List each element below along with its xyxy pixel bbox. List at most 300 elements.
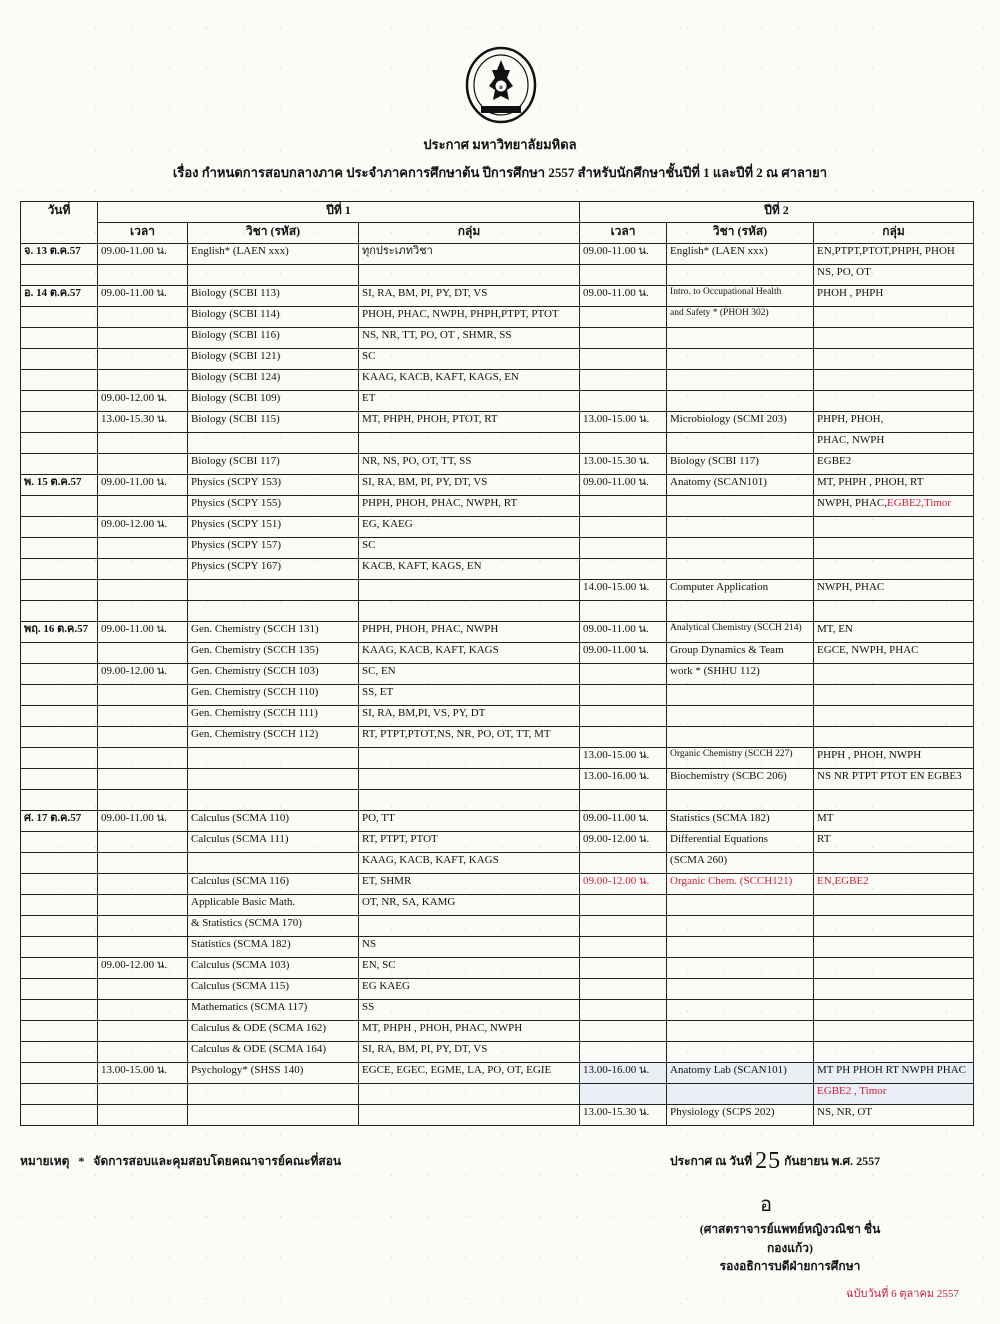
cell-group-y2 <box>814 937 974 958</box>
cell-subject-y2 <box>667 916 814 937</box>
cell-group-y1 <box>359 769 580 790</box>
group-annotation-red: EGBE2,Timor <box>887 497 952 509</box>
cell-time-y1: 13.00-15.00 น. <box>98 1063 188 1084</box>
cell-subject-y1: Calculus (SCMA 115) <box>188 979 359 1000</box>
cell-subject-y1 <box>188 601 359 622</box>
cell-group-y1: ทุกประเภทวิชา <box>359 244 580 265</box>
cell-time-y2 <box>580 265 667 286</box>
cell-subject-y1: Gen. Chemistry (SCCH 111) <box>188 706 359 727</box>
cell-subject-y1: Biology (SCBI 109) <box>188 391 359 412</box>
cell-time-y1: 09.00-12.00 น. <box>98 664 188 685</box>
cell-group-y1: SI, RA, BM, PI, PY, DT, VS <box>359 1042 580 1063</box>
cell-subject-y1 <box>188 1105 359 1126</box>
table-row <box>21 706 974 727</box>
cell-group-y2 <box>814 853 974 874</box>
cell-day <box>21 580 98 601</box>
cell-time-y1 <box>98 580 188 601</box>
cell-time-y1: 09.00-12.00 น. <box>98 391 188 412</box>
cell-day <box>21 643 98 664</box>
cell-day <box>21 958 98 979</box>
cell-group-y2 <box>814 559 974 580</box>
cell-group-y1: SC <box>359 349 580 370</box>
table-row <box>21 811 974 832</box>
table-row <box>21 937 974 958</box>
cell-time-y1 <box>98 307 188 328</box>
cell-time-y2: 13.00-15.30 น. <box>580 1105 667 1126</box>
cell-subject-y2 <box>667 1021 814 1042</box>
cell-time-y1 <box>98 874 188 895</box>
header-subject-y2: วิชา (รหัส) <box>667 223 814 244</box>
footnote-text: จัดการสอบและคุมสอบโดยคณาจารย์คณะที่สอน <box>93 1154 342 1168</box>
cell-time-y2 <box>580 433 667 454</box>
cell-day <box>21 832 98 853</box>
cell-time-y2 <box>580 895 667 916</box>
cell-group-y1 <box>359 790 580 811</box>
cell-group-y1: NS, NR, TT, PO, OT , SHMR, SS <box>359 328 580 349</box>
cell-group-y1: MT, PHPH, PHOH, PTOT, RT <box>359 412 580 433</box>
cell-day: พฤ. 16 ต.ค.57 <box>21 622 98 643</box>
cell-subject-y2: Biochemistry (SCBC 206) <box>667 769 814 790</box>
cell-subject-y2: Physiology (SCPS 202) <box>667 1105 814 1126</box>
table-row <box>21 496 974 517</box>
table-row <box>21 643 974 664</box>
table-row <box>21 580 974 601</box>
cell-group-y2: PHPH , PHOH, NWPH <box>814 748 974 769</box>
cell-subject-y1: Physics (SCPY 167) <box>188 559 359 580</box>
table-row <box>21 244 974 265</box>
cell-day <box>21 559 98 580</box>
cell-group-y2 <box>814 1084 974 1105</box>
cell-group-y1: SI, RA, BM, PI, PY, DT, VS <box>359 286 580 307</box>
cell-subject-y1: English* (LAEN xxx) <box>188 244 359 265</box>
cell-day <box>21 454 98 475</box>
cell-day <box>21 1063 98 1084</box>
cell-time-y2: 09.00-12.00 น. <box>580 874 667 895</box>
cell-time-y2: 09.00-11.00 น. <box>580 286 667 307</box>
cell-group-y1: SI, RA, BM, PI, PY, DT, VS <box>359 475 580 496</box>
signer-block <box>690 1220 890 1276</box>
cell-time-y2 <box>580 664 667 685</box>
table-row <box>21 454 974 475</box>
table-row <box>21 769 974 790</box>
cell-day <box>21 496 98 517</box>
cell-group-y1 <box>359 433 580 454</box>
header-time-y2: เวลา <box>580 223 667 244</box>
cell-time-y2: 09.00-12.00 น. <box>580 832 667 853</box>
cell-day <box>21 412 98 433</box>
cell-group-y1 <box>359 916 580 937</box>
header-year2: ปีที่ 2 <box>580 202 974 223</box>
table-row <box>21 475 974 496</box>
cell-time-y1 <box>98 727 188 748</box>
cell-subject-y2 <box>667 349 814 370</box>
group-text: NWPH, PHAC, <box>817 497 888 509</box>
cell-time-y1 <box>98 895 188 916</box>
cell-subject-y2 <box>667 706 814 727</box>
cell-subject-y1: Biology (SCBI 121) <box>188 349 359 370</box>
cell-subject-y2 <box>667 433 814 454</box>
cell-subject-y1 <box>188 790 359 811</box>
cell-time-y1 <box>98 1084 188 1105</box>
cell-day <box>21 328 98 349</box>
cell-group-y1: SC <box>359 538 580 559</box>
cell-subject-y2: Anatomy (SCAN101) <box>667 475 814 496</box>
header-group-y2: กลุ่ม <box>814 223 974 244</box>
signature: อ <box>760 1194 773 1216</box>
table-row <box>21 790 974 811</box>
footnote-label: หมายเหตุ <box>20 1154 70 1168</box>
cell-subject-y1: Applicable Basic Math. <box>188 895 359 916</box>
cell-group-y2: MT PH PHOH RT NWPH PHAC <box>814 1063 974 1084</box>
cell-day <box>21 1000 98 1021</box>
cell-time-y2 <box>580 958 667 979</box>
cell-group-y2: NWPH, PHAC <box>814 580 974 601</box>
table-row <box>21 1000 974 1021</box>
cell-time-y1: 09.00-12.00 น. <box>98 958 188 979</box>
cell-time-y2: 13.00-16.00 น. <box>580 769 667 790</box>
cell-time-y2 <box>580 1042 667 1063</box>
table-row <box>21 433 974 454</box>
header-year1: ปีที่ 1 <box>98 202 580 223</box>
cell-day <box>21 391 98 412</box>
cell-subject-y1: Physics (SCPY 153) <box>188 475 359 496</box>
cell-subject-y1: Biology (SCBI 115) <box>188 412 359 433</box>
cell-subject-y1: Gen. Chemistry (SCCH 112) <box>188 727 359 748</box>
footnote <box>20 1152 341 1171</box>
table-row <box>21 391 974 412</box>
cell-subject-y2 <box>667 559 814 580</box>
cell-time-y1 <box>98 706 188 727</box>
cell-group-y2: NS NR PTPT PTOT EN EGBE3 <box>814 769 974 790</box>
cell-subject-y1: Statistics (SCMA 182) <box>188 937 359 958</box>
cell-subject-y2 <box>667 538 814 559</box>
cell-group-y1: EG, KAEG <box>359 517 580 538</box>
table-row <box>21 685 974 706</box>
cell-group-y1: EN, SC <box>359 958 580 979</box>
cell-group-y2: RT <box>814 832 974 853</box>
cell-time-y2 <box>580 727 667 748</box>
cell-time-y2: 14.00-15.00 น. <box>580 580 667 601</box>
cell-day <box>21 517 98 538</box>
cell-time-y1 <box>98 1000 188 1021</box>
announcement-date <box>670 1148 880 1175</box>
cell-group-y1: EG KAEG <box>359 979 580 1000</box>
cell-subject-y1 <box>188 853 359 874</box>
cell-time-y2 <box>580 538 667 559</box>
cell-day <box>21 706 98 727</box>
version-date: ฉบับวันที่ 6 ตุลาคม 2557 <box>846 1288 959 1300</box>
cell-day <box>21 916 98 937</box>
cell-time-y1 <box>98 265 188 286</box>
cell-day <box>21 601 98 622</box>
cell-group-y1: EGCE, EGEC, EGME, LA, PO, OT, EGIE <box>359 1063 580 1084</box>
cell-subject-y1 <box>188 748 359 769</box>
cell-group-y1 <box>359 748 580 769</box>
cell-day <box>21 1084 98 1105</box>
cell-subject-y1: Physics (SCPY 155) <box>188 496 359 517</box>
table-row <box>21 916 974 937</box>
cell-subject-y2 <box>667 1000 814 1021</box>
cell-subject-y1: & Statistics (SCMA 170) <box>188 916 359 937</box>
cell-day <box>21 307 98 328</box>
cell-group-y1: KACB, KAFT, KAGS, EN <box>359 559 580 580</box>
table-row <box>21 895 974 916</box>
cell-group-y2 <box>814 664 974 685</box>
cell-subject-y1: Calculus (SCMA 110) <box>188 811 359 832</box>
cell-subject-y2: Group Dynamics & Team <box>667 643 814 664</box>
cell-group-y2 <box>814 349 974 370</box>
cell-group-y1: RT, PTPT,PTOT,NS, NR, PO, OT, TT, MT <box>359 727 580 748</box>
cell-subject-y2 <box>667 790 814 811</box>
signer-title: รองอธิการบดีฝ่ายการศึกษา <box>719 1259 861 1274</box>
cell-subject-y2 <box>667 370 814 391</box>
cell-time-y1 <box>98 916 188 937</box>
cell-time-y1 <box>98 370 188 391</box>
footnote-star: * <box>78 1154 85 1168</box>
table-row <box>21 286 974 307</box>
cell-group-y2 <box>814 727 974 748</box>
cell-subject-y2: (SCMA 260) <box>667 853 814 874</box>
cell-group-y2 <box>814 307 974 328</box>
cell-time-y2: 09.00-11.00 น. <box>580 643 667 664</box>
cell-subject-y1 <box>188 433 359 454</box>
cell-time-y1: 09.00-11.00 น. <box>98 286 188 307</box>
cell-time-y1 <box>98 454 188 475</box>
header-time-y1: เวลา <box>98 223 188 244</box>
cell-time-y1 <box>98 538 188 559</box>
cell-group-y2: EGBE2 <box>814 454 974 475</box>
cell-time-y2: 13.00-15.00 น. <box>580 412 667 433</box>
cell-subject-y2 <box>667 685 814 706</box>
table-row <box>21 1021 974 1042</box>
cell-group-y1: PHOH, PHAC, NWPH, PHPH,PTPT, PTOT <box>359 307 580 328</box>
cell-time-y2 <box>580 790 667 811</box>
cell-time-y2 <box>580 307 667 328</box>
cell-day <box>21 1021 98 1042</box>
cell-subject-y2 <box>667 958 814 979</box>
cell-time-y2 <box>580 601 667 622</box>
cell-day <box>21 370 98 391</box>
table-row <box>21 559 974 580</box>
table-row <box>21 958 974 979</box>
cell-time-y1: 09.00-11.00 น. <box>98 622 188 643</box>
cell-group-y2 <box>814 1000 974 1021</box>
cell-subject-y2 <box>667 979 814 1000</box>
cell-time-y2: 09.00-11.00 น. <box>580 244 667 265</box>
cell-subject-y1 <box>188 265 359 286</box>
cell-subject-y1: Biology (SCBI 117) <box>188 454 359 475</box>
cell-time-y1 <box>98 643 188 664</box>
cell-group-y2 <box>814 517 974 538</box>
cell-subject-y2 <box>667 937 814 958</box>
header-day: วันที่ <box>21 202 98 244</box>
cell-subject-y2: Microbiology (SCMI 203) <box>667 412 814 433</box>
cell-time-y2 <box>580 1021 667 1042</box>
cell-subject-y1: Gen. Chemistry (SCCH 131) <box>188 622 359 643</box>
cell-time-y1 <box>98 601 188 622</box>
cell-subject-y1: Mathematics (SCMA 117) <box>188 1000 359 1021</box>
cell-time-y2 <box>580 1084 667 1105</box>
cell-time-y2 <box>580 496 667 517</box>
cell-group-y2: MT <box>814 811 974 832</box>
table-row <box>21 412 974 433</box>
table-row <box>21 370 974 391</box>
cell-time-y2 <box>580 370 667 391</box>
cell-subject-y1: Gen. Chemistry (SCCH 135) <box>188 643 359 664</box>
cell-subject-y2 <box>667 517 814 538</box>
header-group-y1: กลุ่ม <box>359 223 580 244</box>
table-row <box>21 727 974 748</box>
table-row <box>21 832 974 853</box>
table-row <box>21 1084 974 1105</box>
signer-name: (ศาสตราจารย์แพทย์หญิงวณิชา ชื่นกองแก้ว) <box>699 1222 881 1255</box>
cell-group-y2 <box>814 328 974 349</box>
cell-subject-y1: Biology (SCBI 113) <box>188 286 359 307</box>
cell-time-y1 <box>98 496 188 517</box>
cell-day <box>21 1105 98 1126</box>
table-row <box>21 1105 974 1126</box>
cell-group-y2 <box>814 538 974 559</box>
cell-day <box>21 727 98 748</box>
cell-group-y2: EN,EGBE2 <box>814 874 974 895</box>
cell-time-y1 <box>98 853 188 874</box>
cell-time-y1 <box>98 1042 188 1063</box>
cell-time-y2: 09.00-11.00 น. <box>580 811 667 832</box>
cell-day <box>21 1042 98 1063</box>
cell-group-y1: KAAG, KACB, KAFT, KAGS <box>359 853 580 874</box>
cell-subject-y2 <box>667 391 814 412</box>
cell-time-y2: 13.00-15.00 น. <box>580 748 667 769</box>
table-row <box>21 853 974 874</box>
cell-group-y1: PO, TT <box>359 811 580 832</box>
cell-subject-y2: Organic Chemistry (SCCH 227) <box>667 748 814 769</box>
cell-subject-y1 <box>188 580 359 601</box>
cell-time-y1 <box>98 328 188 349</box>
cell-day <box>21 748 98 769</box>
cell-subject-y2: work * (SHHU 112) <box>667 664 814 685</box>
cell-time-y2 <box>580 706 667 727</box>
cell-group-y2 <box>814 1042 974 1063</box>
cell-time-y2: 13.00-16.00 น. <box>580 1063 667 1084</box>
cell-group-y2 <box>814 391 974 412</box>
table-row <box>21 1042 974 1063</box>
cell-time-y2 <box>580 853 667 874</box>
cell-group-y2: NS, NR, OT <box>814 1105 974 1126</box>
cell-subject-y2: Anatomy Lab (SCAN101) <box>667 1063 814 1084</box>
cell-subject-y2: Biology (SCBI 117) <box>667 454 814 475</box>
cell-group-y1: MT, PHPH , PHOH, PHAC, NWPH <box>359 1021 580 1042</box>
cell-group-y1 <box>359 1105 580 1126</box>
cell-subject-y1: Calculus & ODE (SCMA 162) <box>188 1021 359 1042</box>
announce-suffix: กันยายน พ.ศ. 2557 <box>784 1154 881 1168</box>
cell-time-y1 <box>98 790 188 811</box>
table-row <box>21 307 974 328</box>
cell-time-y2 <box>580 937 667 958</box>
cell-time-y1 <box>98 769 188 790</box>
cell-group-y2: EGCE, NWPH, PHAC <box>814 643 974 664</box>
cell-time-y2: 13.00-15.30 น. <box>580 454 667 475</box>
cell-day <box>21 265 98 286</box>
cell-subject-y2: Organic Chem. (SCCH121) <box>667 874 814 895</box>
cell-subject-y2 <box>667 496 814 517</box>
cell-subject-y1 <box>188 769 359 790</box>
cell-subject-y2 <box>667 1042 814 1063</box>
cell-time-y1 <box>98 1105 188 1126</box>
cell-time-y1 <box>98 832 188 853</box>
group-annotation-red: EGBE2 , Timor <box>817 1085 887 1097</box>
cell-time-y2 <box>580 1000 667 1021</box>
cell-subject-y1: Gen. Chemistry (SCCH 103) <box>188 664 359 685</box>
cell-group-y2 <box>814 706 974 727</box>
cell-group-y1: OT, NR, SA, KAMG <box>359 895 580 916</box>
cell-day <box>21 538 98 559</box>
cell-time-y1 <box>98 748 188 769</box>
table-row <box>21 538 974 559</box>
cell-day <box>21 979 98 1000</box>
cell-group-y2 <box>814 958 974 979</box>
cell-time-y1 <box>98 1021 188 1042</box>
cell-group-y2: EN,PTPT,PTOT,PHPH, PHOH <box>814 244 974 265</box>
cell-group-y1: PHPH, PHOH, PHAC, NWPH, RT <box>359 496 580 517</box>
cell-time-y1: 09.00-12.00 น. <box>98 517 188 538</box>
cell-time-y1: 09.00-11.00 น. <box>98 811 188 832</box>
cell-day: ศ. 17 ต.ค.57 <box>21 811 98 832</box>
cell-subject-y1: Calculus & ODE (SCMA 164) <box>188 1042 359 1063</box>
cell-time-y2 <box>580 349 667 370</box>
cell-time-y2 <box>580 517 667 538</box>
cell-group-y1: SS <box>359 1000 580 1021</box>
header-subject-y1: วิชา (รหัส) <box>188 223 359 244</box>
cell-group-y2: PHPH, PHOH, <box>814 412 974 433</box>
table-row <box>21 601 974 622</box>
cell-time-y1: 09.00-11.00 น. <box>98 244 188 265</box>
cell-time-y2 <box>580 979 667 1000</box>
cell-group-y1: ET <box>359 391 580 412</box>
cell-day <box>21 685 98 706</box>
table-row <box>21 517 974 538</box>
cell-day: อ. 14 ต.ค.57 <box>21 286 98 307</box>
cell-subject-y1: Biology (SCBI 116) <box>188 328 359 349</box>
cell-group-y2 <box>814 496 974 517</box>
cell-subject-y1: Calculus (SCMA 111) <box>188 832 359 853</box>
cell-subject-y2: English* (LAEN xxx) <box>667 244 814 265</box>
cell-day <box>21 937 98 958</box>
cell-subject-y1: Physics (SCPY 157) <box>188 538 359 559</box>
cell-group-y2: PHOH , PHPH <box>814 286 974 307</box>
cell-time-y2: 09.00-11.00 น. <box>580 475 667 496</box>
cell-group-y1 <box>359 601 580 622</box>
document-subject: เรื่อง กำหนดการสอบกลางภาค ประจำภาคการศึกษาต้น ปีการศึกษา 2557 สำหรับนักศึกษาชั้นปีที่ 1 และปีที่ 2 ณ ศาลายา <box>172 165 828 180</box>
cell-day <box>21 433 98 454</box>
cell-group-y2 <box>814 685 974 706</box>
cell-time-y2 <box>580 685 667 706</box>
cell-group-y1: KAAG, KACB, KAFT, KAGS <box>359 643 580 664</box>
cell-subject-y1: Biology (SCBI 114) <box>188 307 359 328</box>
cell-time-y1: 09.00-11.00 น. <box>98 475 188 496</box>
cell-subject-y1 <box>188 1084 359 1105</box>
cell-subject-y2: Analytical Chemistry (SCCH 214) <box>667 622 814 643</box>
cell-day <box>21 853 98 874</box>
cell-time-y1 <box>98 937 188 958</box>
cell-group-y1: SS, ET <box>359 685 580 706</box>
cell-group-y2 <box>814 370 974 391</box>
cell-group-y2: MT, PHPH , PHOH, RT <box>814 475 974 496</box>
exam-schedule-table <box>20 201 974 1126</box>
cell-group-y2: NS, PO, OT <box>814 265 974 286</box>
cell-time-y1: 13.00-15.30 น. <box>98 412 188 433</box>
cell-group-y2 <box>814 1021 974 1042</box>
table-row <box>21 265 974 286</box>
